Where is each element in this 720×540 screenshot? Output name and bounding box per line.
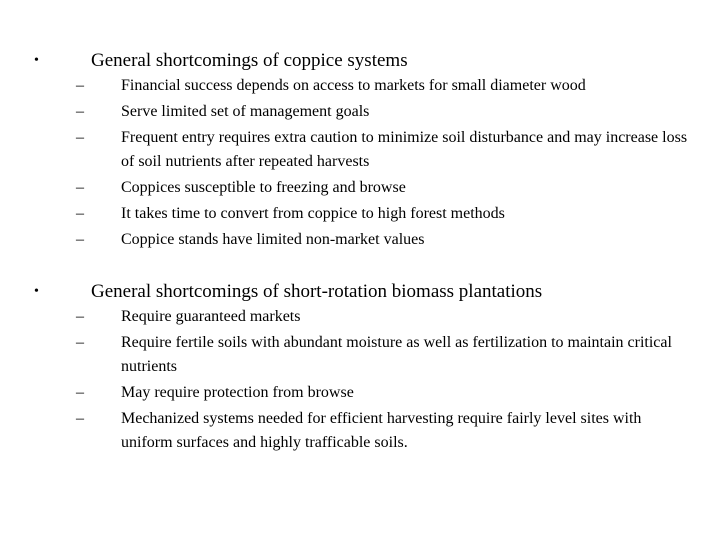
list-item-text: Financial success depends on access to markets for small diameter wood [121,77,586,94]
list-item [0,407,720,455]
section-coppice-shortcomings [0,48,720,254]
list-item-text: May require protection from browse [121,384,354,401]
list-item [0,202,720,226]
list-item [0,305,720,329]
dash-icon: – [76,231,84,248]
section-heading: General shortcomings of coppice systems [91,50,408,71]
section-biomass-shortcomings [0,279,720,457]
bullet-heading-row [0,48,720,74]
dash-icon: – [76,334,84,351]
bullet-heading-row [0,279,720,305]
sub-list [0,74,720,252]
dash-icon: – [76,384,84,401]
list-item [0,176,720,200]
list-item [0,331,720,379]
list-item [0,100,720,124]
dash-icon: – [76,77,84,94]
list-item-text: Coppices susceptible to freezing and browse [121,179,406,196]
list-item-text: Require fertile soils with abundant moisture as well as fertilization to maintain critical nutrients [121,334,672,375]
dash-icon: – [76,179,84,196]
list-item-text: Coppice stands have limited non-market values [121,231,425,248]
dash-icon: – [76,308,84,325]
section-heading: General shortcomings of short-rotation biomass plantations [91,281,543,302]
bullet-icon: • [34,284,39,299]
dash-icon: – [76,103,84,120]
dash-icon: – [76,410,84,427]
list-item-text: Require guaranteed markets [121,308,301,325]
bullet-icon: • [34,53,39,68]
list-item-text: Serve limited set of management goals [121,103,370,120]
list-item-text: Mechanized systems needed for efficient harvesting require fairly level sites with uniform surfaces and highly trafficable soils. [121,410,642,451]
list-item-text: Frequent entry requires extra caution to minimize soil disturbance and may increase loss of soil nutrients after repeated harvests [121,129,688,170]
list-item [0,74,720,98]
list-item [0,228,720,252]
dash-icon: – [76,129,84,146]
dash-icon: – [76,205,84,222]
list-item [0,126,720,174]
list-item [0,381,720,405]
list-item-text: It takes time to convert from coppice to high forest methods [121,205,505,222]
sub-list [0,305,720,455]
